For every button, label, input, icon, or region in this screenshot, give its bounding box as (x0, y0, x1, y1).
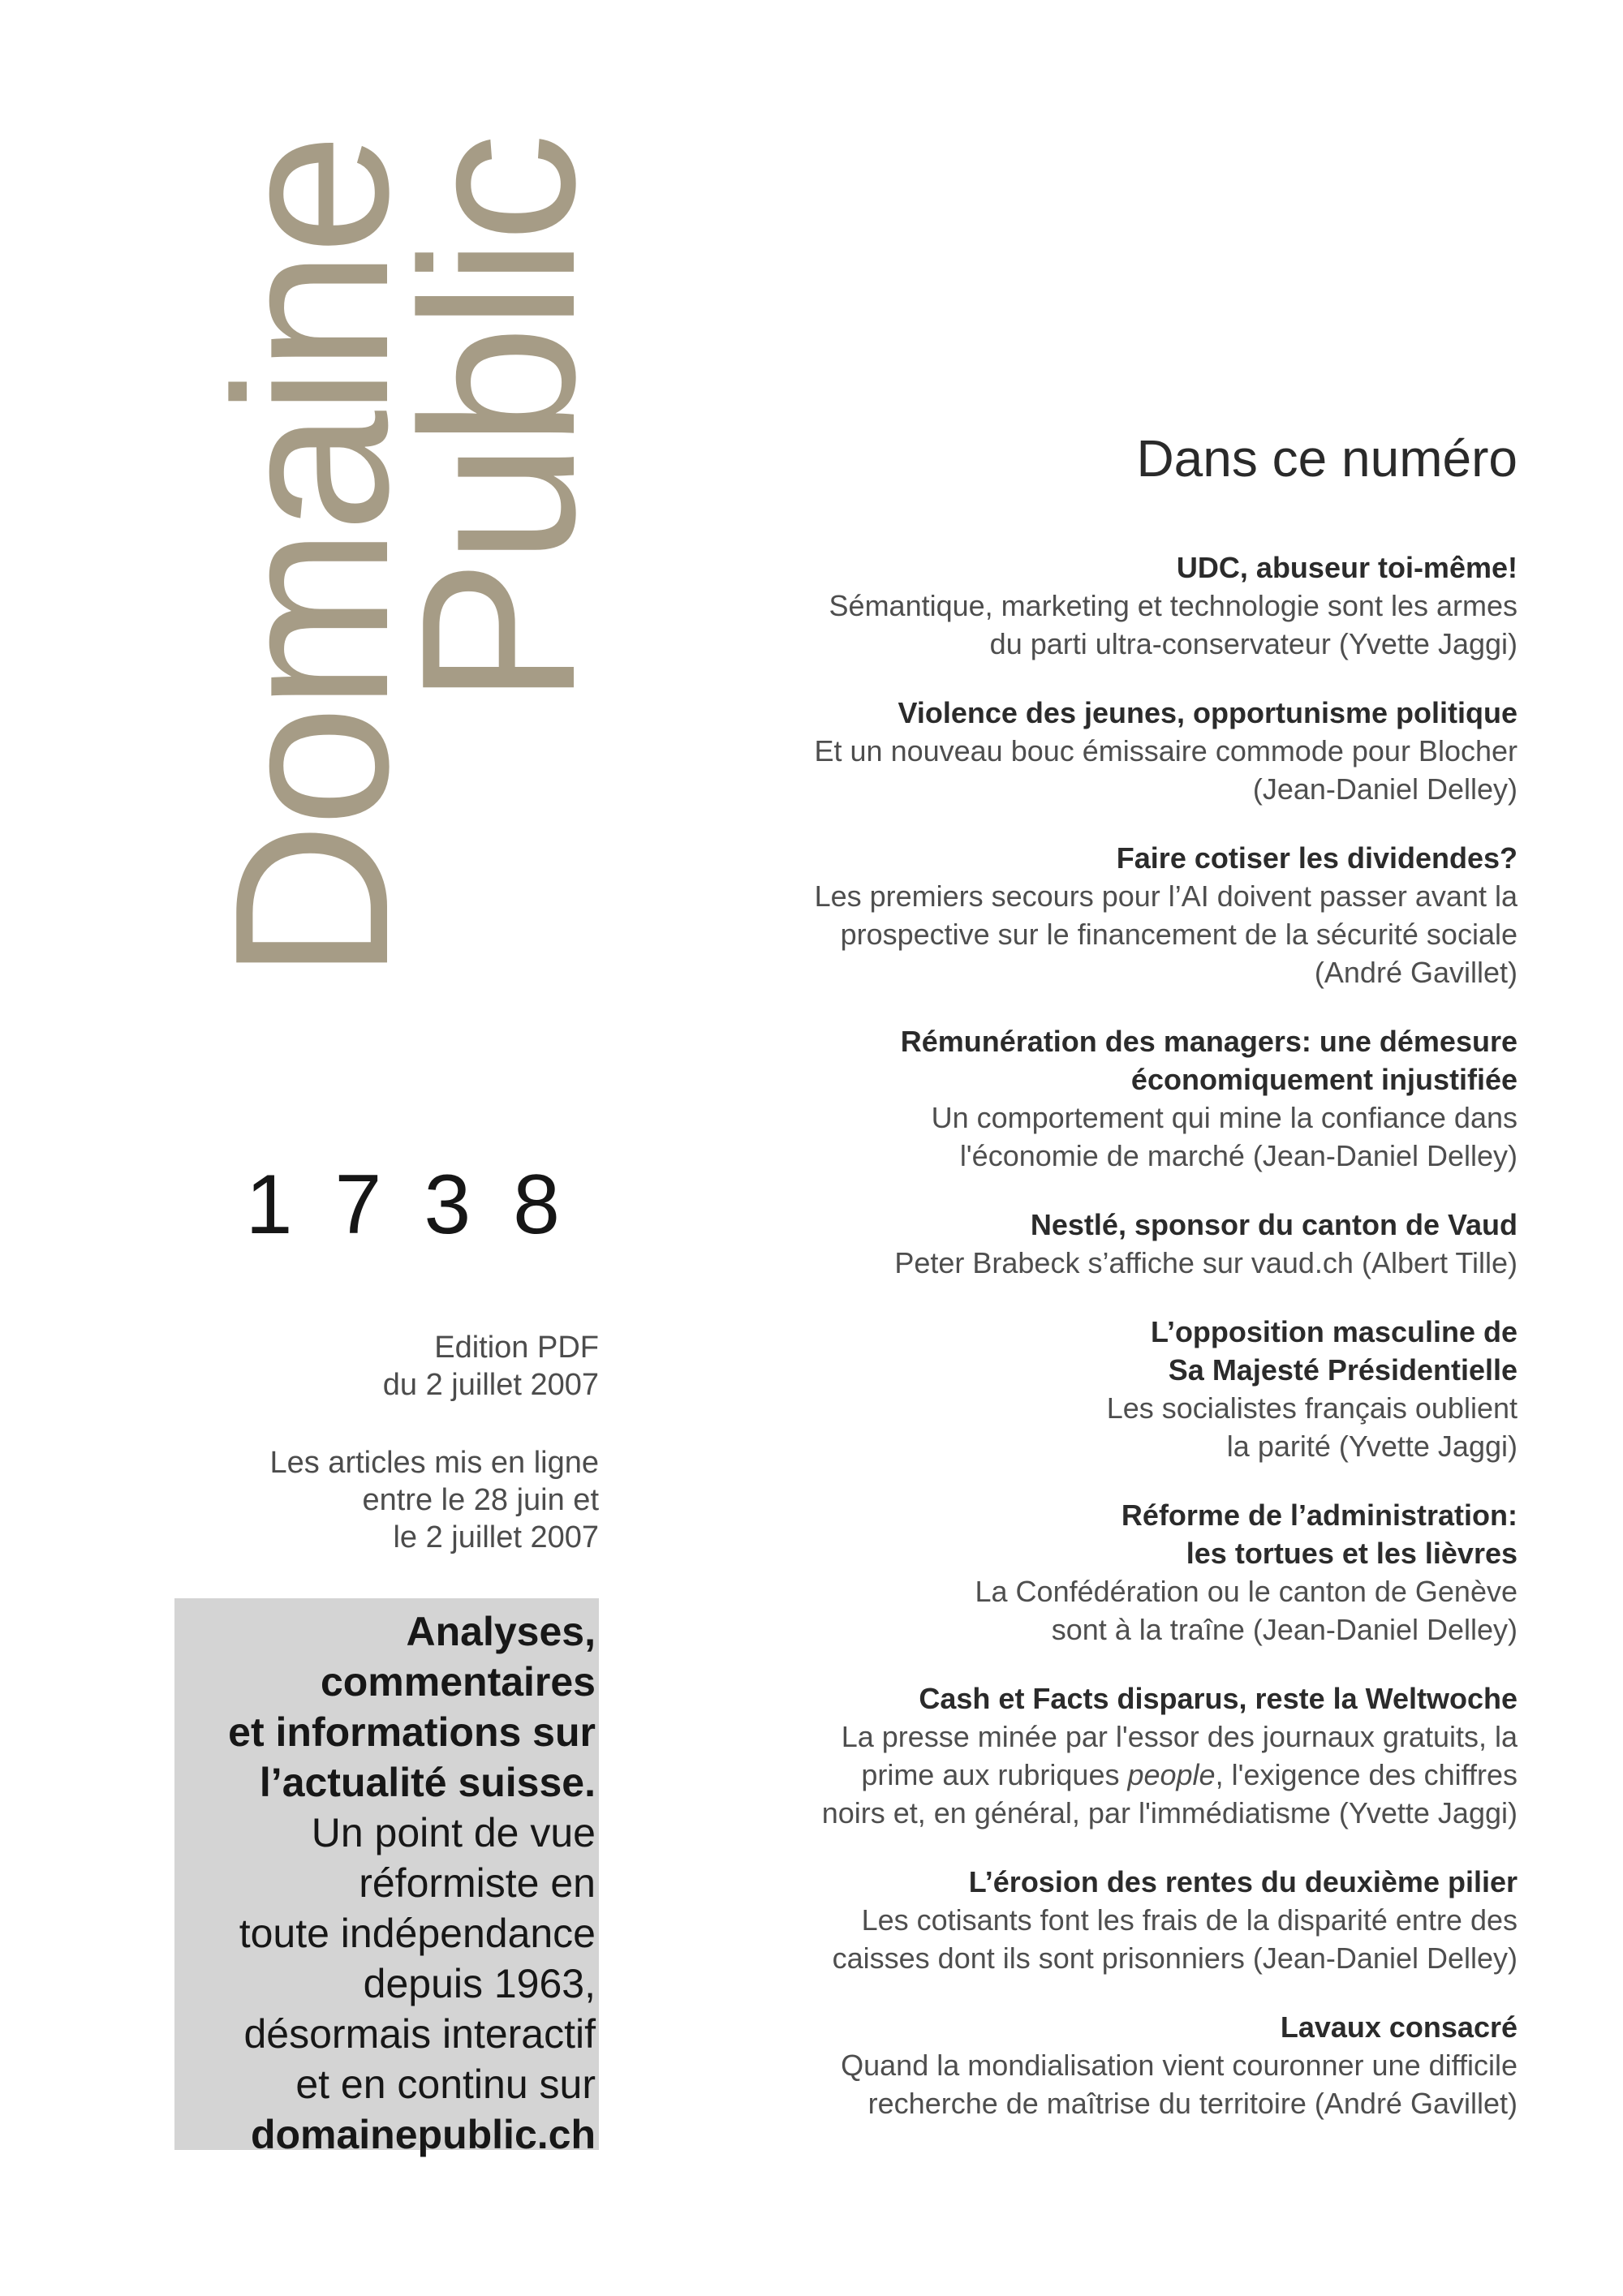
toc-entry[interactable] (714, 1496, 1518, 1649)
toc-entry[interactable] (714, 1679, 1518, 1832)
toc-entry-description: Les premiers secours pour l’AI doivent passer avant la (814, 879, 1518, 913)
toc-entry-title: Réforme de l’administration: (1121, 1498, 1518, 1532)
toc-entry-description: Les cotisants font les frais de la disparité entre des (861, 1903, 1518, 1937)
toc-entry-description: (André Gavillet) (1314, 956, 1518, 989)
articles-range-line-2: entre le 28 juin et (362, 1483, 599, 1517)
toc-title: Dans ce numéro (1136, 429, 1518, 488)
toc-entry-title: Rémunération des managers: une démesure (900, 1025, 1518, 1058)
toc-entry-description: Quand la mondialisation vient couronner une difficile (841, 2049, 1518, 2082)
toc-entry[interactable] (714, 1206, 1518, 1282)
toc-entry-description: Un comportement qui mine la confiance dans (931, 1101, 1518, 1134)
toc-entry-description: La presse minée par l'essor des journaux gratuits, la (841, 1720, 1518, 1753)
masthead-domaine: Domaine (190, 138, 434, 981)
tagline-bold-2: commentaires (320, 1659, 596, 1705)
toc-entry-description: prime aux rubriques people, l'exigence des chiffres (861, 1758, 1518, 1791)
toc-entry-description: l'économie de marché (Jean-Daniel Delley) (959, 1139, 1518, 1172)
toc-entry-title: L’érosion des rentes du deuxième pilier (968, 1865, 1518, 1898)
toc-entry-title: UDC, abuseur toi-même! (1176, 551, 1518, 584)
toc-entry-description: la parité (Yvette Jaggi) (1226, 1430, 1518, 1463)
tagline-bold-3: et informations sur (228, 1709, 596, 1755)
toc-entry-description: Sémantique, marketing et technologie sont les armes (829, 589, 1518, 622)
toc-entry-description: du parti ultra-conservateur (Yvette Jaggi) (989, 627, 1518, 660)
tagline-line-5: désormais interactif (243, 2011, 596, 2057)
toc-entry-description: noirs et, en général, par l'immédiatisme (Yvette Jaggi) (821, 1796, 1518, 1829)
articles-range-line-3: le 2 juillet 2007 (393, 1520, 599, 1554)
toc-entry[interactable] (714, 548, 1518, 663)
toc-entry-title: Violence des jeunes, opportunisme politique (898, 696, 1518, 729)
toc-entry-title: L’opposition masculine de (1150, 1315, 1518, 1348)
tagline-line-1: Un point de vue (311, 1810, 596, 1855)
toc-entry[interactable] (714, 694, 1518, 808)
table-of-contents (714, 548, 1518, 2153)
toc-entry-title: économiquement injustifiée (1130, 1063, 1518, 1096)
articles-range-line-1: Les articles mis en ligne (269, 1446, 599, 1480)
toc-entry-description: recherche de maîtrise du territoire (André Gavillet) (867, 2087, 1518, 2120)
toc-entry-description: Les socialistes français oublient (1106, 1391, 1518, 1425)
masthead-logo (190, 138, 621, 1128)
tagline-bold-1: Analyses, (406, 1609, 596, 1654)
toc-entry[interactable] (714, 1313, 1518, 1465)
edition-line-1: Edition PDF (434, 1331, 599, 1365)
toc-entry-description: (Jean-Daniel Delley) (1252, 772, 1518, 806)
edition-info (211, 1329, 599, 1404)
toc-entry-title: Nestlé, sponsor du canton de Vaud (1030, 1208, 1518, 1241)
tagline-line-6: et en continu sur (295, 2062, 596, 2107)
toc-entry-description: Peter Brabeck s’affiche sur vaud.ch (Albert Tille) (894, 1246, 1518, 1279)
articles-date-range (211, 1444, 599, 1556)
toc-entry-title: Lavaux consacré (1280, 2010, 1518, 2044)
tagline-bold-4: l’actualité suisse. (259, 1760, 596, 1805)
toc-entry-description: Et un nouveau bouc émissaire commode pour Blocher (814, 734, 1518, 767)
toc-entry[interactable] (714, 1863, 1518, 1977)
toc-entry-title: Faire cotiser les dividendes? (1116, 841, 1518, 875)
tagline-line-4: depuis 1963, (363, 1961, 596, 2006)
site-link[interactable]: domainepublic.ch (250, 2112, 596, 2157)
toc-entry-title: Cash et Facts disparus, reste la Weltwoche (919, 1682, 1518, 1715)
toc-entry-title: Sa Majesté Présidentielle (1168, 1353, 1518, 1387)
tagline-line-2: réformiste en (359, 1860, 596, 1906)
toc-entry-description: caisses dont ils sont prisonniers (Jean-Daniel Delley) (832, 1941, 1518, 1975)
toc-entry-description: sont à la traîne (Jean-Daniel Delley) (1051, 1613, 1518, 1646)
masthead-public: Public (377, 138, 621, 706)
toc-entry-description: prospective sur le financement de la sécurité sociale (840, 918, 1518, 951)
toc-entry[interactable] (714, 2008, 1518, 2122)
tagline-line-3: toute indépendance (239, 1911, 596, 1956)
issue-number: 1738 (245, 1158, 602, 1252)
toc-entry[interactable] (714, 1022, 1518, 1175)
toc-entry[interactable] (714, 839, 1518, 991)
toc-entry-title: les tortues et les lièvres (1186, 1537, 1518, 1570)
toc-entry-description: La Confédération ou le canton de Genève (975, 1575, 1518, 1608)
edition-date: du 2 juillet 2007 (382, 1368, 599, 1402)
tagline-box (174, 1598, 599, 2157)
